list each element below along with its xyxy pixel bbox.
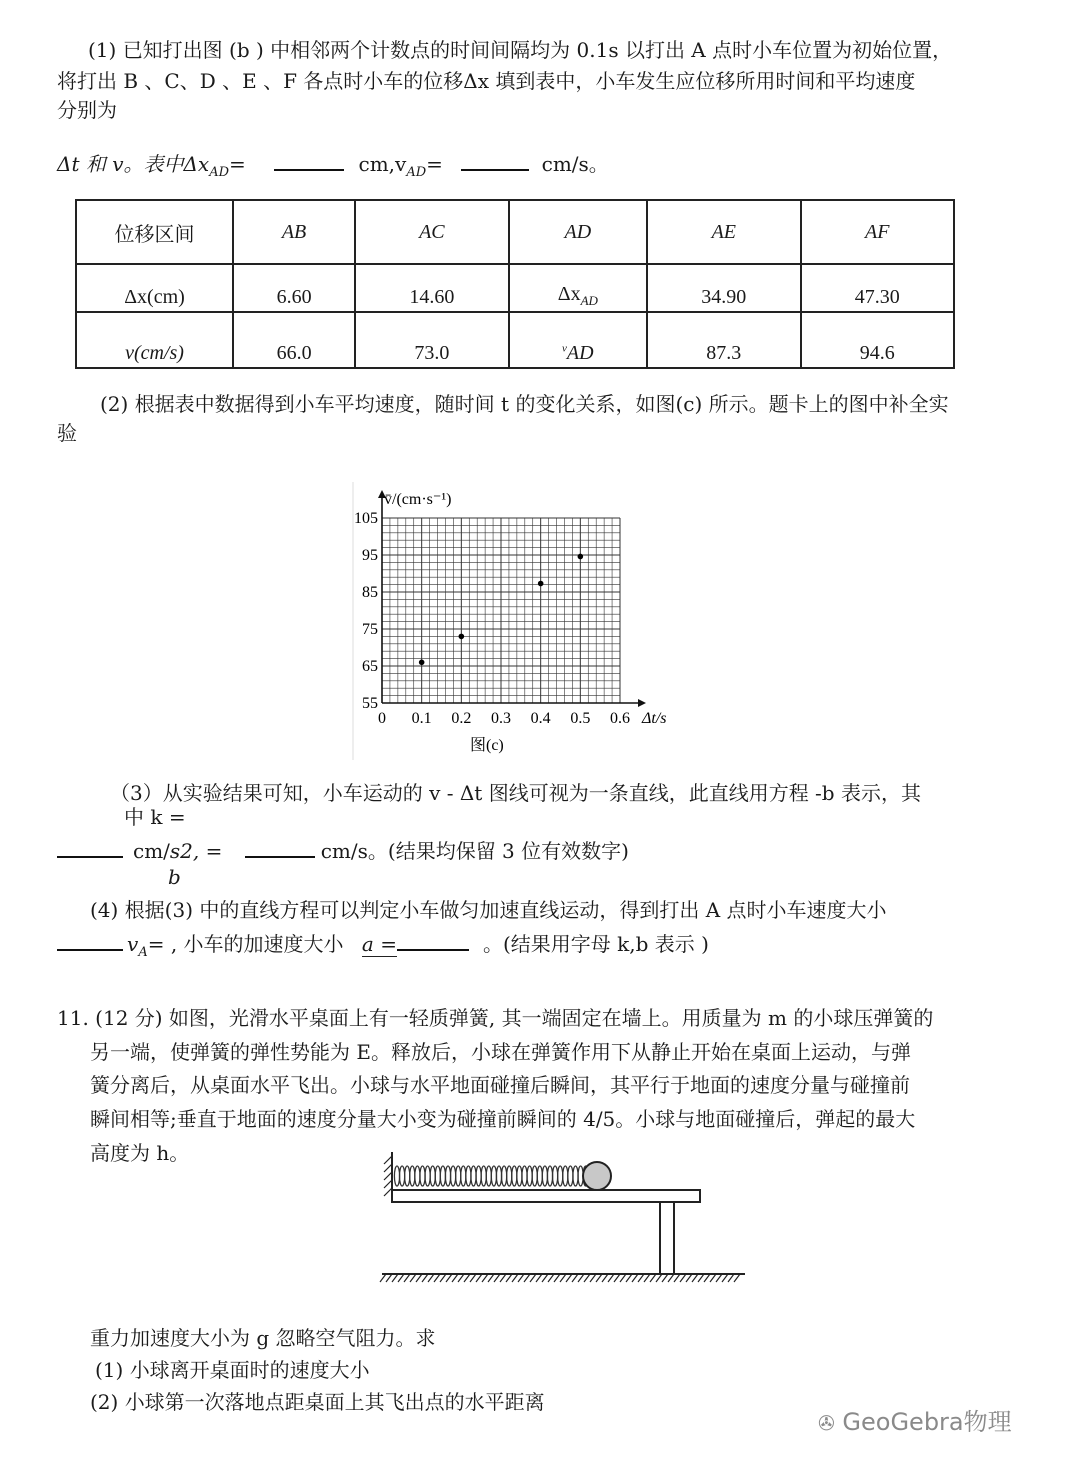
ground-hatch-line — [584, 1274, 590, 1282]
x-tick-label: 0.6 — [610, 710, 630, 727]
chart-tick-labels — [354, 510, 630, 727]
data-point — [459, 634, 465, 640]
dx-ad-blank — [274, 155, 344, 171]
ground-hatch-line — [476, 1274, 482, 1282]
ground-hatch-line — [482, 1274, 488, 1282]
chart-axes — [378, 490, 646, 707]
wall-hatch — [384, 1156, 392, 1196]
ground-hatch-line — [506, 1274, 512, 1282]
chart-x-axis-label: Δt/s — [642, 710, 667, 727]
ground-hatch-line — [380, 1274, 386, 1282]
q11-line5: 高度为 h。 — [90, 1141, 190, 1165]
watermark — [818, 1402, 1012, 1437]
ground-hatch-line — [590, 1274, 596, 1282]
q1-line4: Δt 和 v。表中$\Delta x_{AD}= cm,v_{AD}= cm/s$。 — [57, 152, 609, 180]
ground-hatch — [380, 1274, 740, 1282]
q1-line1: (1) 已知打出图 (b ) 中相邻两个计数点的时间间隔均为 0.1s 以打出 A 点时小车位置为初始位置， — [88, 38, 953, 62]
spring-coil — [445, 1166, 450, 1186]
ground-hatch-line — [698, 1274, 704, 1282]
spring-coil — [400, 1166, 405, 1186]
spring — [394, 1166, 588, 1186]
spring-coil — [440, 1166, 445, 1186]
ground-hatch-line — [572, 1274, 578, 1282]
x-tick-label: 0 — [378, 710, 386, 727]
ground-hatch-line — [440, 1274, 446, 1282]
spring-coil — [471, 1166, 476, 1186]
watermark-text: GeoGebra物理 — [842, 1408, 1012, 1436]
ground-hatch-line — [488, 1274, 494, 1282]
q4-line2: $v_A=$ , 小车的加速度大小 a = 。(结果用字母 k,b 表示 ) — [57, 931, 709, 966]
ground-hatch-line — [656, 1274, 662, 1282]
spring-coil — [405, 1166, 410, 1186]
table-cell: 73.0 — [355, 312, 508, 368]
va-blank — [57, 935, 123, 951]
k-blank — [57, 842, 123, 858]
spring-coil — [461, 1166, 466, 1186]
ground-hatch-line — [524, 1274, 530, 1282]
ground-hatch-line — [542, 1274, 548, 1282]
chart-y-axis-label: v̄/(cm·s⁻¹) — [384, 491, 452, 508]
ground-hatch-line — [662, 1274, 668, 1282]
chart-title: 图(c) — [470, 737, 504, 754]
spring-coil — [410, 1166, 415, 1186]
spring-coil — [542, 1166, 547, 1186]
x-axis-arrow — [638, 699, 646, 707]
ground-hatch-line — [638, 1274, 644, 1282]
table-cell: Δx(cm) — [76, 264, 233, 312]
spring-coil — [415, 1166, 420, 1186]
chart-grid — [382, 518, 620, 703]
spring-coil — [481, 1166, 486, 1186]
q2-line1: (2) 根据表中数据得到小车平均速度，随时间 t 的变化关系，如图(c) 所示。题卡上的图中补全实 — [100, 392, 949, 416]
v-ad-blank — [461, 155, 529, 171]
y-tick-label: 65 — [362, 658, 378, 675]
velocity-time-chart — [340, 482, 680, 760]
y-tick-label: 95 — [362, 547, 378, 564]
table-top — [392, 1190, 700, 1202]
table-cell: 87.3 — [647, 312, 800, 368]
ground-hatch-line — [626, 1274, 632, 1282]
table-row — [76, 200, 954, 264]
spring-coil — [420, 1166, 425, 1186]
ground-hatch-line — [566, 1274, 572, 1282]
data-point — [419, 660, 425, 666]
q3-line3: cm/s2, = cm/s。(结果均保留 3 位有效数字) — [57, 838, 629, 864]
y-tick-label: 75 — [362, 621, 378, 638]
ground-hatch-line — [458, 1274, 464, 1282]
ground-hatch-line — [422, 1274, 428, 1282]
ground-hatch-line — [704, 1274, 710, 1282]
spring-coil — [547, 1166, 552, 1186]
table-cell: $^v$AD — [509, 312, 647, 368]
q11-line4: 瞬间相等;垂直于地面的速度分量大小变为碰撞前瞬间的 4/5。小球与地面碰撞后，弹起的最大 — [90, 1107, 916, 1131]
q11-line2: 另一端，使弹簧的弹性势能为 E。释放后，小球在弹簧作用下从静止开始在桌面上运动，与弹 — [90, 1040, 911, 1064]
table-header: AB — [233, 200, 355, 264]
ground-hatch-line — [560, 1274, 566, 1282]
table-cell: 14.60 — [355, 264, 508, 312]
ground-hatch-line — [620, 1274, 626, 1282]
spring-coil — [507, 1166, 512, 1186]
spring-coil — [502, 1166, 507, 1186]
ball — [583, 1162, 611, 1190]
spring-coil — [496, 1166, 501, 1186]
spring-coil — [425, 1166, 430, 1186]
ground-hatch-line — [722, 1274, 728, 1282]
ground-hatch-line — [410, 1274, 416, 1282]
q1-line3: 分别为 — [57, 98, 117, 122]
spring-coil — [476, 1166, 481, 1186]
table-header: AC — [355, 200, 508, 264]
spring-coil — [486, 1166, 491, 1186]
ground-hatch-line — [734, 1274, 740, 1282]
spring-table-figure — [370, 1140, 750, 1290]
ground-hatch-line — [428, 1274, 434, 1282]
spring-coil — [456, 1166, 461, 1186]
ground-hatch-line — [452, 1274, 458, 1282]
ground-hatch-line — [680, 1274, 686, 1282]
x-tick-label: 0.4 — [530, 710, 551, 727]
ground-hatch-line — [530, 1274, 536, 1282]
spring-coil — [435, 1166, 440, 1186]
ground-hatch-line — [518, 1274, 524, 1282]
spring-coil — [563, 1166, 568, 1186]
ground-hatch-line — [494, 1274, 500, 1282]
ground-hatch-line — [392, 1274, 398, 1282]
table-cell: 66.0 — [233, 312, 355, 368]
table-cell: 94.6 — [801, 312, 954, 368]
table-header: AF — [801, 200, 954, 264]
x-tick-label: 0.5 — [570, 710, 591, 727]
b-blank — [245, 842, 315, 858]
ground-hatch-line — [386, 1274, 392, 1282]
data-table — [75, 199, 955, 369]
spring-coil — [512, 1166, 517, 1186]
ground-hatch-line — [434, 1274, 440, 1282]
ground-hatch-line — [446, 1274, 452, 1282]
spring-coil — [451, 1166, 456, 1186]
ground-hatch-line — [512, 1274, 518, 1282]
spring-coil — [517, 1166, 522, 1186]
ground-hatch-line — [686, 1274, 692, 1282]
ground-hatch-line — [668, 1274, 674, 1282]
spring-coil — [568, 1166, 573, 1186]
spring-coil — [491, 1166, 496, 1186]
data-point — [578, 554, 584, 560]
ground-hatch-line — [554, 1274, 560, 1282]
table-row — [76, 312, 954, 368]
ground-hatch-line — [416, 1274, 422, 1282]
table-cell: 34.90 — [647, 264, 800, 312]
x-tick-label: 0.3 — [491, 710, 511, 727]
q1-line2: 将打出 B 、C、D 、E 、F 各点时小车的位移Δx 填到表中，小车发生应位移所用时间和平均速度 — [57, 69, 916, 93]
wechat-icon: ✇ — [818, 1411, 835, 1435]
y-tick-label: 85 — [362, 584, 378, 601]
ground-hatch-line — [728, 1274, 734, 1282]
table-header: AD — [509, 200, 647, 264]
table-cell: 6.60 — [233, 264, 355, 312]
y-tick-label: 55 — [362, 695, 378, 712]
spring-coil — [558, 1166, 563, 1186]
ground-hatch-line — [644, 1274, 650, 1282]
q4-line1: (4) 根据(3) 中的直线方程可以判定小车做匀加速直线运动，得到打出 A 点时小车速度大小 — [90, 898, 887, 922]
table-leg — [660, 1202, 674, 1274]
ground-hatch-line — [608, 1274, 614, 1282]
ground-hatch-line — [500, 1274, 506, 1282]
q11-line8: (2) 小球第一次落地点距桌面上其飞出点的水平距离 — [90, 1390, 545, 1414]
ground-hatch-line — [578, 1274, 584, 1282]
spring-coil — [532, 1166, 537, 1186]
ground-hatch-line — [632, 1274, 638, 1282]
ground-hatch-line — [692, 1274, 698, 1282]
ground-hatch-line — [710, 1274, 716, 1282]
spring-coil — [527, 1166, 532, 1186]
spring-coil — [522, 1166, 527, 1186]
spring-coil — [430, 1166, 435, 1186]
ground-hatch-line — [404, 1274, 410, 1282]
spring-coil — [394, 1166, 399, 1186]
q11-line1: 11. (12 分) 如图，光滑水平桌面上有一轻质弹簧, 其一端固定在墙上。用质量为 m 的小球压弹簧的 — [57, 1006, 934, 1030]
q3-line4: b — [168, 865, 181, 889]
x-tick-label: 0.2 — [451, 710, 472, 727]
spring-coil — [537, 1166, 542, 1186]
q11-line3: 簧分离后，从桌面水平飞出。小球与水平地面碰撞后瞬间，其平行于地面的速度分量与碰撞前 — [90, 1073, 910, 1097]
table-header: 位移区间 — [76, 200, 233, 264]
y-tick-label: 105 — [354, 510, 378, 527]
q11-line6: 重力加速度大小为 g 忽略空气阻力。求 — [90, 1326, 436, 1350]
ground-hatch-line — [536, 1274, 542, 1282]
ground-hatch-line — [470, 1274, 476, 1282]
ground-hatch-line — [464, 1274, 470, 1282]
ground-hatch-line — [614, 1274, 620, 1282]
a-blank — [397, 935, 469, 951]
spring-coil — [573, 1166, 578, 1186]
ground-hatch-line — [398, 1274, 404, 1282]
ground-hatch-line — [602, 1274, 608, 1282]
table-cell: $\Delta x_{AD}$ — [509, 264, 647, 312]
spring-coil — [466, 1166, 471, 1186]
spring-coil — [553, 1166, 558, 1186]
q2-line2: 验 — [57, 421, 77, 445]
ground-hatch-line — [674, 1274, 680, 1282]
q3-line2: 中 k = — [124, 805, 186, 829]
ground-hatch-line — [548, 1274, 554, 1282]
ground-hatch-line — [716, 1274, 722, 1282]
table-row — [76, 264, 954, 312]
data-point — [538, 581, 544, 587]
q3-line1: （3）从实验结果可知，小车运动的 v - Δt 图线可视为一条直线，此直线用方程 -b 表示，其 — [110, 781, 921, 805]
ground-hatch-line — [650, 1274, 656, 1282]
table-cell: 47.30 — [801, 264, 954, 312]
q11-line7: (1) 小球离开桌面时的速度大小 — [95, 1358, 370, 1382]
table-header: AE — [647, 200, 800, 264]
ground-hatch-line — [596, 1274, 602, 1282]
x-tick-label: 0.1 — [411, 710, 432, 727]
table-cell: v(cm/s) — [76, 312, 233, 368]
